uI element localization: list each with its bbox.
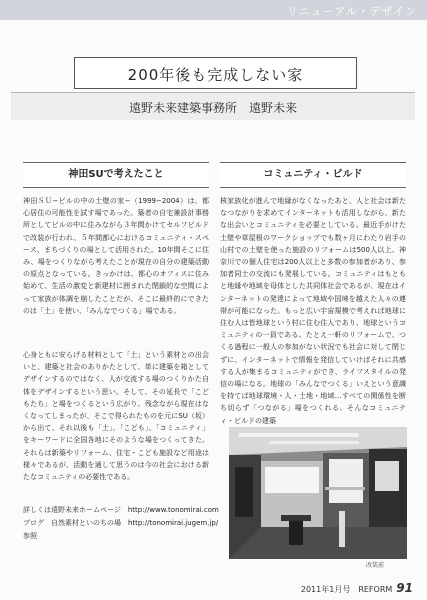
page-number: 91: [396, 581, 413, 595]
right-paragraph-1: 核家族化が進んで地縁がなくなったあと、人と社会は新たなつながりを求めてインターネットも活用しながら、新たな出会いとコミュニティを必要としている。最近手がけた土壁や草屋根のワークショップでも数ヶ月にわたり岩手の山村での土壁を使った施設のリフォームは500人以上、神奈川での個人住宅は200人以上と多数の参加者があり、参加者同士の交流にも発展している。コミュニティはもともと地縁や地域を母体とした共同体社会であるが、現在はインターネットの発達によって地域や国境を越えた人々の連帯が可能になった。もっと広い宇宙規模で考えれば地球に住む人は皆地球という村に住む住人であり、地球というコミュニティの一員である。たとえ一軒のリフォームで、つくる過程に一般人の参加がない状況でも社会に対して閉じずに、インターネットで情報を発信していけばそれに共感する人が集まるコミュニティができ、ライフスタイルの発信の場になる。地球の「みんなでつくる」いえという意識を持てば地球環境・人・土地・地域…すべての関係性を断ち切らず「つながる」場をつくれる。そんなコミュニティ・ビルドの建築: [220, 197, 406, 425]
reference-blog: ブログ 自然素材といのちの場 http://tonomirai.jugem.jp/: [23, 519, 219, 527]
reference-homepage: 詳しくは遠野未来ホームページ http://www.tonomirai.com: [23, 506, 219, 514]
right-heading-text: コミュニティ・ビルド: [263, 169, 363, 180]
photo-caption: 改装前: [366, 562, 385, 569]
article-title: 200年後も完成しない家: [127, 66, 304, 84]
renovation-photo: [229, 427, 407, 559]
section-title: リニューアル・デザイン: [286, 5, 417, 18]
byline-box: [11, 92, 415, 120]
article-byline: 遠野未来建築事務所 遠野未来: [128, 101, 297, 115]
section-header-band: [0, 0, 427, 20]
right-column-heading: [220, 162, 406, 188]
left-heading-text: 神田SUで考えたこと: [68, 169, 164, 180]
left-paragraph-2: 心身ともに安らげる材料として「土」という素材との出会いと、建築と社会のありかたとして、単に建築を箱としてデザインするのではなく、人が交流する場のつくりかた自体をデザインするという思い。そして、その延長で「こどもたち」と場をつくるという広がり。残念ながら現在はなくなってしまったが、そこで得られたものを元にSU（坂）から出て、それ以後も「土」、「こども」、「コミュニティ」をキーワードに全国各地にそのような場をつくってきた。それらは新築やリフォーム、住宅・こども施設など用途は様々であるが、活動を通して思うのは今の社会における新たなコミュニティの必要性である。: [23, 351, 209, 482]
left-paragraph-1: 神田ＳＵ−ビルの中の土壁の家−（1999−2004）は、都心居住の可能性を試す場であった。築者の自宅兼設計事務所としてビルの中に住みながら３年間かけてセルフビルドで改装が行われ、５年間都心におけるコミュニティ・スペース、まちづくりの場として活用された。10年間そこに住み、場をつくりながら考えたことが現在の自分の建築活動の原点となっている。きっかけは、都心のオフィスに住み始めて、生活の激変と新建材に囲まれた閉鎖的な空間によって家族が体調を崩したことだが、そこに最終的にできたのは「土」を使い、「みんなでつくる」場である。: [23, 197, 209, 315]
issue-label: 2011年1月号 REFORM: [300, 585, 393, 594]
left-column-heading: [23, 162, 209, 188]
article-title-box: [74, 57, 357, 89]
page-footer: [301, 581, 413, 595]
reference-note: 参照: [23, 532, 37, 540]
